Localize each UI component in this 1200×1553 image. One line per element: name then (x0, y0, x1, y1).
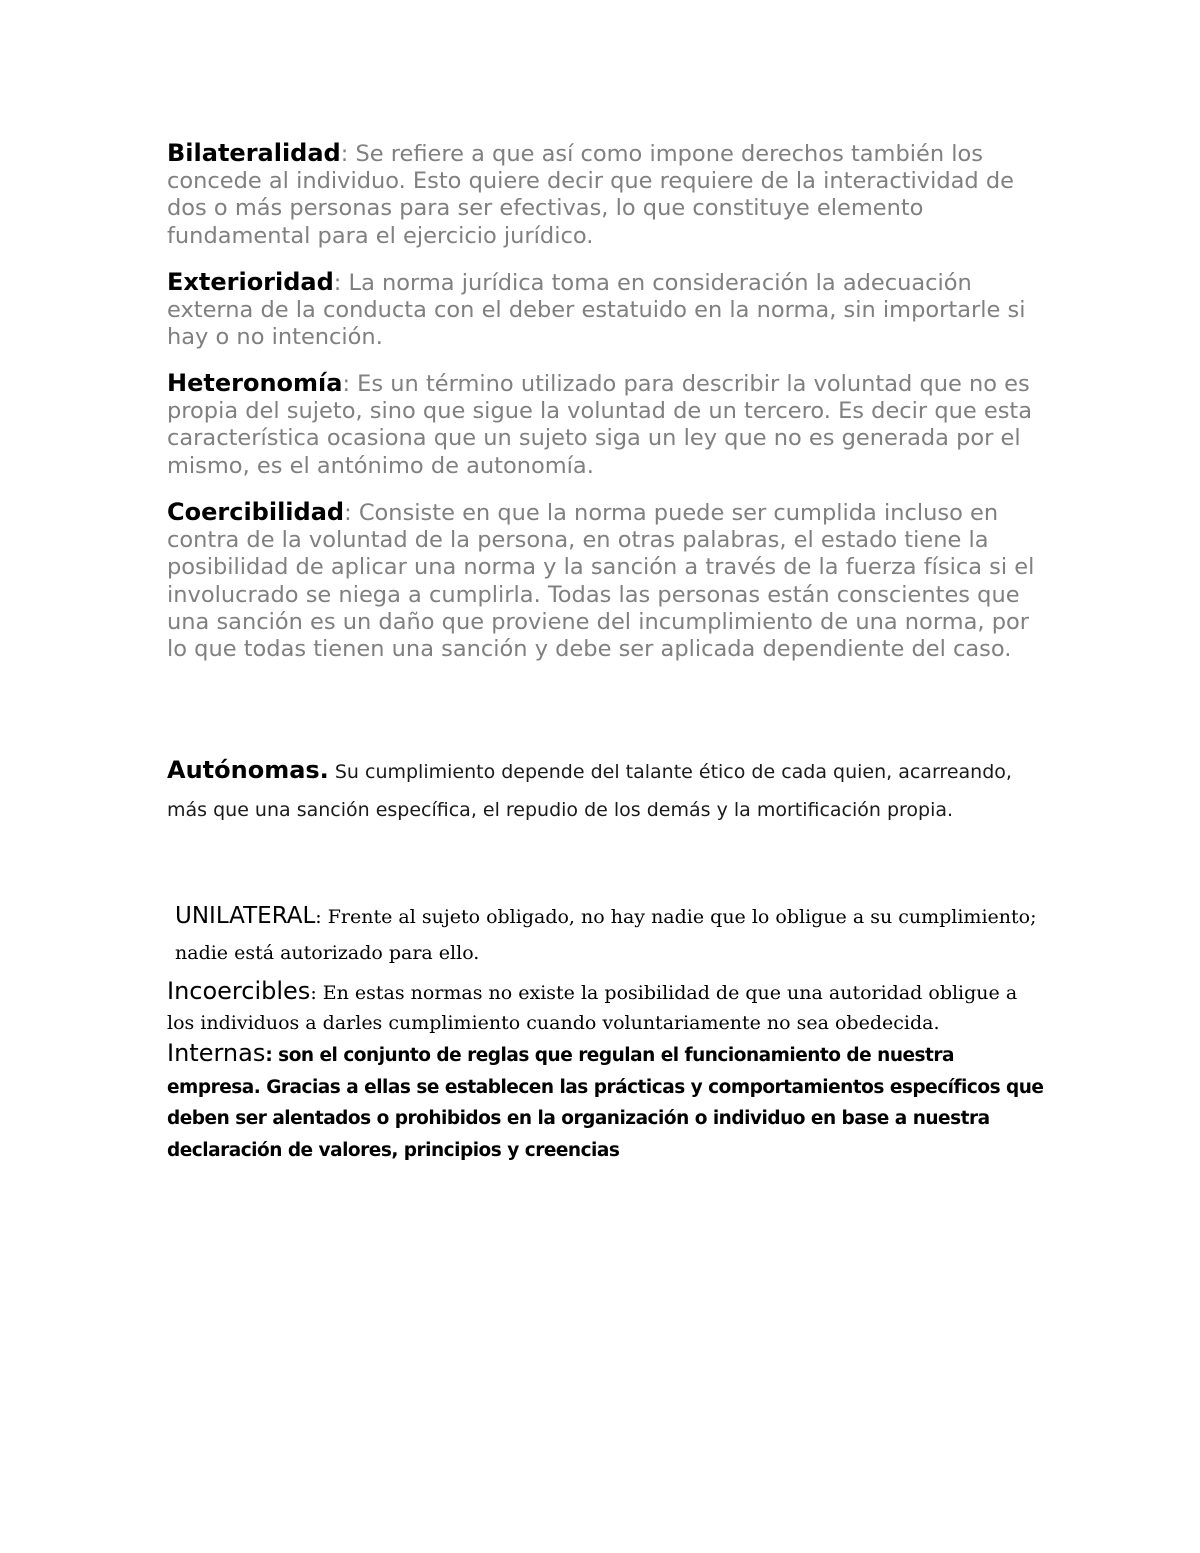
unilateral-term: UNILATERAL (175, 903, 316, 929)
coercibilidad-term: Coercibilidad (167, 498, 345, 526)
exterioridad-text: : La norma jurídica toma en consideración la adecuación externa de la conducta con el deber estatuido en la norma, sin importarle si hay o no intención. (167, 270, 1026, 351)
bilateralidad-term: Bilateralidad (167, 139, 341, 167)
heteronomia-paragraph (167, 370, 1047, 480)
incoercibles-paragraph (167, 976, 1047, 1038)
unilateral-paragraph (175, 898, 1047, 971)
autonomas-term: Autónomas. (167, 756, 329, 784)
internas-term: Internas (167, 1039, 266, 1067)
coercibilidad-text: : Consiste en que la norma puede ser cumplida incluso en contra de la voluntad de la persona, en otras palabras, el estado tiene la posibilidad de aplicar una norma y la sanción a través de la fuerza física si el involucrado se niega a cumplirla. Todas las personas están conscientes que una sanción es un daño que proviene del incumplimiento de una norma, por lo que todas tienen una sanción y debe ser aplicada dependiente del caso. (167, 500, 1035, 663)
heteronomia-term: Heteronomía (167, 369, 343, 397)
autonomas-text: Su cumplimiento depende del talante ético de cada quien, acarreando, más que una sanción específica, el repudio de los demás y la mortificación propia. (167, 761, 1012, 821)
exterioridad-term: Exterioridad (167, 268, 334, 296)
bilateralidad-paragraph (167, 140, 1047, 250)
incoercibles-term: Incoercibles (167, 977, 311, 1005)
incoercibles-text: : En estas normas no existe la posibilidad de que una autoridad obligue a los individuos a darles cumplimiento cuando voluntariamente no sea obedecida. (167, 982, 1018, 1034)
coercibilidad-paragraph (167, 499, 1047, 663)
internas-text: : son el conjunto de reglas que regulan el funcionamiento de nuestra empresa. Gracias a ellas se establecen las prácticas y comportamientos específicos que deben ser alentados o prohibidos en la organización o individuo en base a nuestra declaración de valores, principios y creencias (167, 1045, 1044, 1161)
exterioridad-paragraph (167, 269, 1047, 352)
unilateral-text: : Frente al sujeto obligado, no hay nadie que lo obligue a su cumplimiento; nadie está autorizado para ello. (175, 906, 1037, 964)
heteronomia-text: : Es un término utilizado para describir la voluntad que no es propia del sujeto, sino que sigue la voluntad de un tercero. Es decir que esta característica ocasiona que un sujeto siga un ley que no es generada por el mismo, es el antónimo de autonomía. (167, 371, 1033, 479)
autonomas-paragraph (167, 752, 1047, 829)
bilateralidad-text: : Se refiere a que así como impone derechos también los concede al individuo. Esto quiere decir que requiere de la interactividad de dos o más personas para ser efectivas, lo que constituye elemento fundamental para el ejercicio jurídico. (167, 141, 1014, 249)
internas-paragraph (167, 1038, 1047, 1166)
